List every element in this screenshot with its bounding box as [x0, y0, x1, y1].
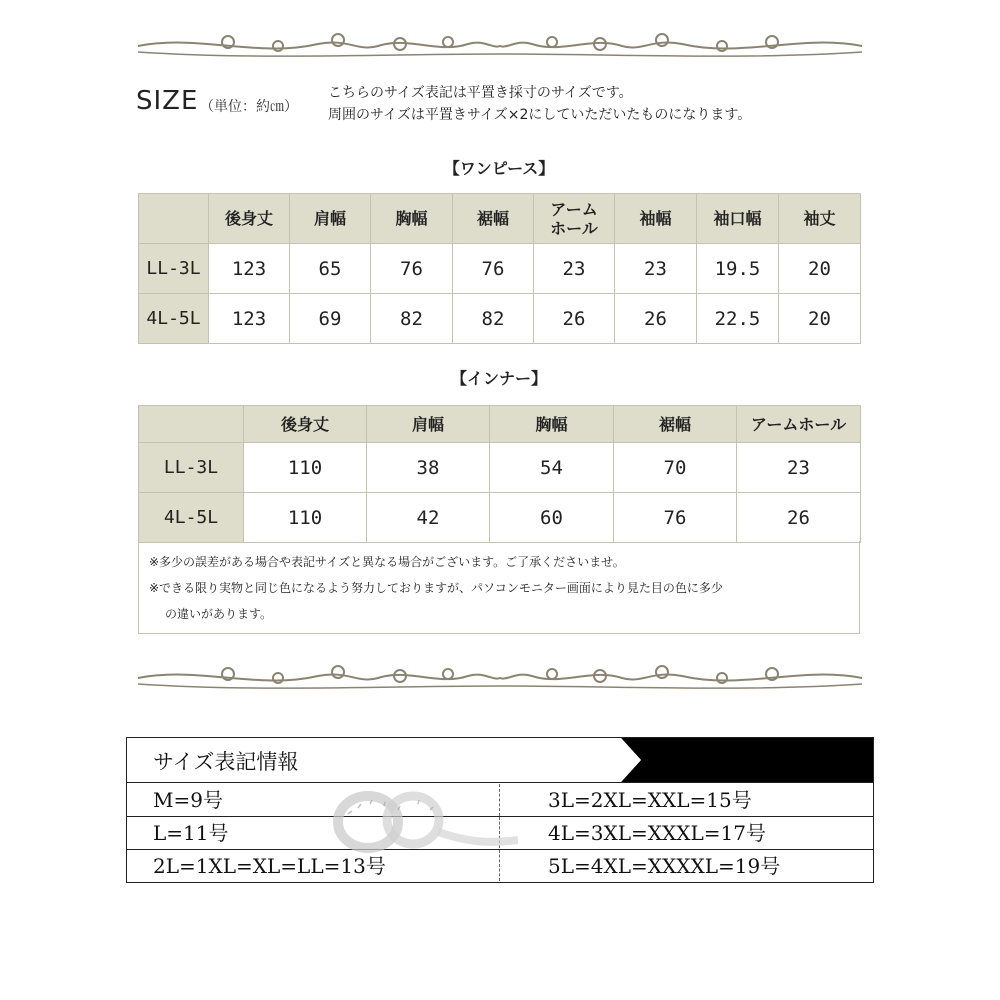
- column-header: 胸幅: [490, 406, 614, 443]
- column-header: 裾幅: [614, 406, 737, 443]
- dress-size-table: [138, 193, 861, 344]
- size-info-header: [127, 738, 873, 783]
- table-cell: 22.5: [697, 294, 779, 344]
- column-header: 肩幅: [290, 194, 371, 244]
- scroll-ornament-icon: [138, 656, 862, 696]
- table-cell: 82: [371, 294, 453, 344]
- table-cell: 110: [244, 493, 367, 543]
- dress-header-row: [139, 194, 861, 244]
- size-equivalence: 5L=4XL=XXXXL=19号: [499, 850, 873, 881]
- size-unit: （単位：約㎝）: [200, 99, 298, 115]
- column-header: 袖丈: [779, 194, 861, 244]
- table-cell: 26: [737, 493, 861, 543]
- column-header: 後身丈: [209, 194, 290, 244]
- row-label: LL-3L: [139, 244, 209, 294]
- table-cell: 54: [490, 443, 614, 493]
- table-cell: 110: [244, 443, 367, 493]
- column-header: 裾幅: [453, 194, 534, 244]
- inner-size-table: [138, 405, 861, 543]
- measuring-tape-icon: [318, 782, 518, 858]
- table-cell: 76: [614, 493, 737, 543]
- table-row: [139, 443, 861, 493]
- table-row: [139, 244, 861, 294]
- table-cell: 69: [290, 294, 371, 344]
- size-equivalence: 3L=2XL=XXL=15号: [499, 784, 873, 816]
- size-equivalence: 2L=1XL=XL=LL=13号: [153, 854, 386, 878]
- column-header: アームホール: [737, 406, 861, 443]
- table-cell: 60: [490, 493, 614, 543]
- column-header: 後身丈: [244, 406, 367, 443]
- size-equivalence: 4L=3XL=XXXL=17号: [499, 817, 873, 848]
- table-cell: 26: [534, 294, 615, 344]
- size-equivalence: L=11号: [153, 821, 229, 845]
- table-corner: [139, 406, 244, 443]
- size-equivalence: M=9号: [153, 788, 223, 812]
- column-header: 胸幅: [371, 194, 453, 244]
- table-cell: 70: [614, 443, 737, 493]
- table-row: [139, 294, 861, 344]
- table-cell: 20: [779, 244, 861, 294]
- inner-header-row: [139, 406, 861, 443]
- note-line: の違いがあります。: [165, 607, 273, 621]
- dress-section-title: 【ワンピース】: [443, 159, 555, 178]
- column-header: 袖口幅: [697, 194, 779, 244]
- table-cell: 23: [737, 443, 861, 493]
- row-label: 4L-5L: [139, 493, 244, 543]
- column-header: 袖幅: [615, 194, 697, 244]
- table-cell: 123: [209, 294, 290, 344]
- column-header: 肩幅: [367, 406, 490, 443]
- size-note-line2: 周囲のサイズは平置きサイズ×2にしていただいたものになります。: [328, 107, 752, 123]
- size-header: [136, 82, 876, 132]
- scroll-ornament-icon: [138, 24, 862, 64]
- table-corner: [139, 194, 209, 244]
- column-header: アーム ホール: [534, 194, 615, 244]
- table-row: [139, 493, 861, 543]
- table-cell: 19.5: [697, 244, 779, 294]
- note-line: ※多少の誤差がある場合や表記サイズと異なる場合がございます。ご了承くださいませ。: [149, 555, 625, 569]
- row-label: LL-3L: [139, 443, 244, 493]
- table-cell: 20: [779, 294, 861, 344]
- banner-arrow-icon: [613, 738, 873, 782]
- table-cell: 23: [534, 244, 615, 294]
- table-cell: 76: [453, 244, 534, 294]
- table-cell: 76: [371, 244, 453, 294]
- table-cell: 123: [209, 244, 290, 294]
- table-cell: 82: [453, 294, 534, 344]
- size-title: SIZE: [136, 86, 199, 116]
- notes-box: [138, 541, 860, 634]
- table-cell: 42: [367, 493, 490, 543]
- inner-section-title: 【インナー】: [450, 369, 547, 388]
- row-label: 4L-5L: [139, 294, 209, 344]
- note-line: ※できる限り実物と同じ色になるよう努力しておりますが、パソコンモニター画面により見た目の色に多少: [149, 581, 723, 595]
- table-cell: 23: [615, 244, 697, 294]
- size-note-line1: こちらのサイズ表記は平置き採寸のサイズです。: [328, 85, 633, 101]
- table-cell: 26: [615, 294, 697, 344]
- table-cell: 38: [367, 443, 490, 493]
- size-info-title: サイズ表記情報: [153, 750, 299, 774]
- table-cell: 65: [290, 244, 371, 294]
